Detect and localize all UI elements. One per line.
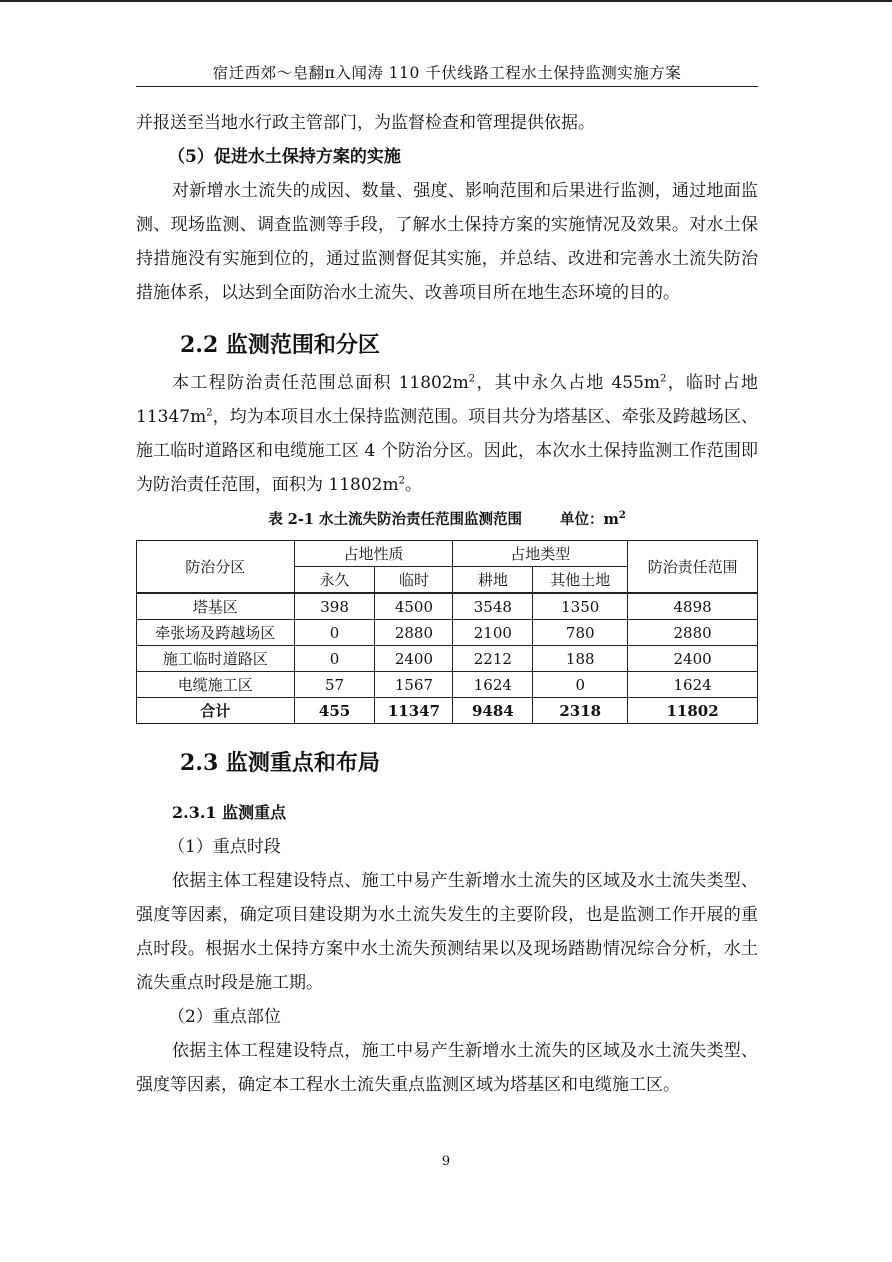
cell-zone: 牵张场及跨越场区 <box>137 620 295 646</box>
sup-1: 2 <box>468 373 476 385</box>
cell-temporary: 4500 <box>375 593 453 620</box>
responsibility-table <box>136 540 758 724</box>
header-zone: 防治分区 <box>137 541 295 594</box>
header-land-type: 占地类型 <box>453 541 628 567</box>
table-row <box>137 646 758 672</box>
total-temporary: 11347 <box>375 698 453 724</box>
cell-zone: 电缆施工区 <box>137 672 295 698</box>
header-scope: 防治责任范围 <box>628 541 758 594</box>
section-2-2-title: 2.2 监测范围和分区 <box>180 332 380 358</box>
table-caption <box>136 507 758 533</box>
paragraph-key-location: 依据主体工程建设特点，施工中易产生新增水土流失的区域及水土流失类型、强度等因素，确定本工程水土流失重点监测区域为塔基区和电缆施工区。 <box>136 1041 758 1095</box>
section-2-3-body <box>136 796 758 1102</box>
sup-2: 2 <box>660 373 667 385</box>
scope-text-d: ，均为本项目水土保持监测范围。项目共分为塔基区、牵张及跨越场区、施工临时道路区和电缆施工区 4 个防治分区。因此，本次水土保持监测工作范围即为防治责任范围，面积为 11802m <box>136 407 758 495</box>
cell-temporary: 2880 <box>375 620 453 646</box>
table-row <box>137 620 758 646</box>
header-temporary: 临时 <box>375 567 453 594</box>
total-zone: 合计 <box>137 698 295 724</box>
table-row <box>137 593 758 620</box>
cell-scope: 4898 <box>628 593 758 620</box>
cell-farmland: 2100 <box>453 620 533 646</box>
subheading-5: （5）促进水土保持方案的实施 <box>168 147 401 167</box>
sup-4: 2 <box>398 475 405 487</box>
section-2-2-body <box>136 366 758 502</box>
running-header: 宿迁西郊～皂翻π入闻涛 110 千伏线路工程水土保持监测实施方案 <box>212 64 682 82</box>
total-permanent: 455 <box>294 698 375 724</box>
scope-text-b: ，其中永久占地 455m <box>475 373 661 393</box>
cell-permanent: 57 <box>294 672 375 698</box>
cell-permanent: 0 <box>294 646 375 672</box>
cell-other: 188 <box>533 646 628 672</box>
paragraph-key-period: 依据主体工程建设特点、施工中易产生新增水土流失的区域及水土流失类型、强度等因素，确定项目建设期为水土流失发生的主要阶段，也是监测工作开展的重点时段。根据水土保持方案中水土流失预测结果以及现场踏勘情况综合分析，水土流失重点时段是施工期。 <box>136 871 758 993</box>
table-total-row <box>137 698 758 724</box>
scope-text-a: 本工程防治责任范围总面积 11802m <box>172 373 469 393</box>
header-land-nature: 占地性质 <box>294 541 453 567</box>
subsection-2-3-1-title: 2.3.1 监测重点 <box>172 803 287 822</box>
item-key-location: （2）重点部位 <box>168 1007 281 1027</box>
header-rule <box>136 86 758 87</box>
cell-permanent: 398 <box>294 593 375 620</box>
cell-temporary: 1567 <box>375 672 453 698</box>
header-permanent: 永久 <box>294 567 375 594</box>
intro-block <box>136 106 758 310</box>
paragraph-sub5: 对新增水土流失的成因、数量、强度、影响范围和后果进行监测，通过地面监测、现场监测、调查监测等手段，了解水土保持方案的实施情况及效果。对水土保持措施没有实施到位的，通过监测督促其实施，并总结、改进和完善水土流失防治措施体系，以达到全面防治水土流失、改善项目所在地生态环境的目的。 <box>136 181 758 303</box>
cell-farmland: 3548 <box>453 593 533 620</box>
header-other: 其他土地 <box>533 567 628 594</box>
table-unit <box>560 511 626 528</box>
table-unit-text: 单位：m <box>559 511 619 528</box>
page-top-border <box>0 0 892 2</box>
cell-scope: 2880 <box>628 620 758 646</box>
item-key-period: （1）重点时段 <box>168 837 281 857</box>
total-other: 2318 <box>533 698 628 724</box>
table-unit-sup: 2 <box>618 510 626 522</box>
cell-farmland: 1624 <box>453 672 533 698</box>
cell-other: 1350 <box>533 593 628 620</box>
section-2-3-title: 2.3 监测重点和布局 <box>180 750 380 776</box>
cell-zone: 施工临时道路区 <box>137 646 295 672</box>
section-2-2 <box>136 328 758 362</box>
table-row <box>137 672 758 698</box>
cell-other: 780 <box>533 620 628 646</box>
total-scope: 11802 <box>628 698 758 724</box>
cell-scope: 2400 <box>628 646 758 672</box>
cell-farmland: 2212 <box>453 646 533 672</box>
table-header-row-1 <box>137 541 758 567</box>
cell-permanent: 0 <box>294 620 375 646</box>
total-farmland: 9484 <box>453 698 533 724</box>
cell-other: 0 <box>533 672 628 698</box>
cell-zone: 塔基区 <box>137 593 295 620</box>
cell-scope: 1624 <box>628 672 758 698</box>
scope-text-e: 。 <box>404 475 422 495</box>
page-number: 9 <box>441 1154 451 1169</box>
table-caption-text: 表 2-1 水土流失防治责任范围监测范围 <box>268 511 522 528</box>
scope-text-c: ，临时占地 11347m <box>136 373 758 427</box>
sup-3: 2 <box>206 407 213 419</box>
header-farmland: 耕地 <box>453 567 533 594</box>
paragraph-scope <box>136 366 758 502</box>
cell-temporary: 2400 <box>375 646 453 672</box>
paragraph-continuation: 并报送至当地水行政主管部门，为监督检查和管理提供依据。 <box>136 113 595 133</box>
section-2-3 <box>136 746 758 780</box>
